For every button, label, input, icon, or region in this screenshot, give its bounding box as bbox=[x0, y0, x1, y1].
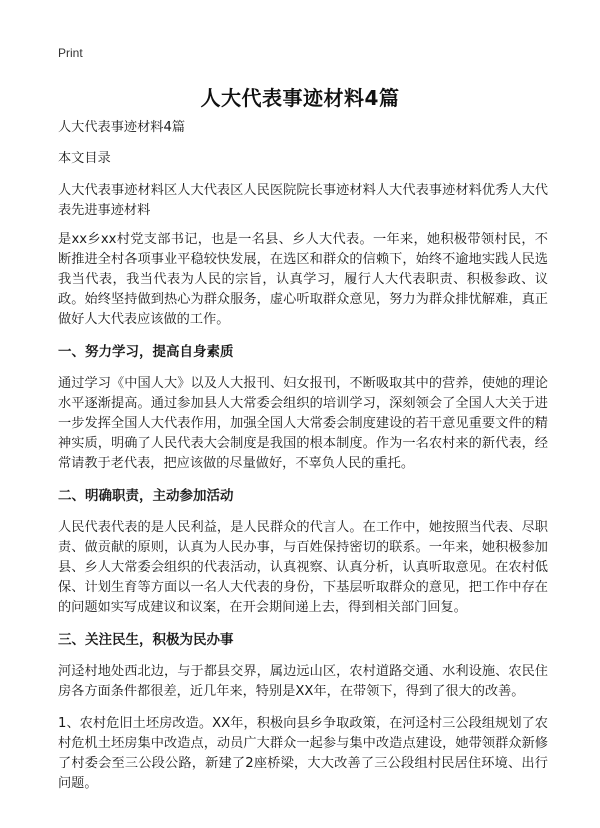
section-body-1: 通过学习《中国人大》以及人大报刊、妇女报刊，不断吸取其中的营养，使她的理论水平逐渐提高。通过参加县人大常委会组织的培训学习，深刻领会了全国人大关于进一步发挥全国人大代表作用，加强全国人大常委会制度建设的若干意见重要文件的精神实质，明确了人民代表大会制度是我国的根本制度。作为一名农村来的新代表，经常请教于老代表，把应该做的尽量做好，不辜负人民的重托。 bbox=[58, 376, 548, 471]
section-heading-1: 一、努力学习，提高自身素质 bbox=[58, 344, 234, 360]
section-heading-3: 三、关注民生，积极为民办事 bbox=[58, 632, 234, 648]
document-body bbox=[58, 118, 548, 806]
section-body-2: 人民代表代表的是人民利益，是人民群众的代言人。在工作中，她按照当代表、尽职责、做贡献的原则，认真为人民办事，与百姓保持密切的联系。一年来，她积极参加县、乡人大常委会组织的代表活动，认真视察、认真分析，认真听取意见。在农村低保、计划生育等方面以一名人大代表的身份，下基层听取群众的意见，把工作中存在的问题如实写成建议和议案，在开会期间递上去，得到相关部门回复。 bbox=[58, 520, 548, 615]
subtitle: 人大代表事迹材料4篇 bbox=[58, 120, 186, 135]
print-link[interactable]: Print bbox=[58, 46, 83, 60]
list-item-1: 1、农村危旧土坯房改造。XX年，积极向县乡争取政策，在河迳村三公段组规划了农村危机土坯房集中改造点，动员广大群众一起参与集中改造点建设，她带领群众新修了村委会至三公段公路，新建了2座桥梁，大大改善了三公段组村民居住环境、出行问题。 bbox=[58, 716, 548, 791]
intro-paragraph: 是xx乡xx村党支部书记，也是一名县、乡人大代表。一年来，她积极带领村民，不断推进全村各项事业平稳较快发展，在选区和群众的信赖下，始终不逾地实践人民选我当代表，我当代表为人民的宗旨，认真学习，履行人大代表职责、积极参政、议政。始终坚持做到热心为群众服务，虚心听取群众意见，努力为群众排忧解难，真正做好人大代表应该做的工作。 bbox=[58, 232, 548, 327]
toc-text: 人大代表事迹材料区人大代表区人民医院院长事迹材料人大代表事迹材料优秀人大代表先进事迹材料 bbox=[58, 183, 548, 218]
toc-heading: 本文目录 bbox=[58, 151, 111, 166]
page-title: 人大代表事迹材料4篇 bbox=[200, 86, 400, 110]
section-body-3: 河迳村地处西北边，与于都县交界，属边远山区，农村道路交通、水利设施、农民住房各方面条件都很差，近几年来，特别是XX年，在带领下，得到了很大的改善。 bbox=[58, 664, 548, 699]
section-heading-2: 二、明确职责，主动参加活动 bbox=[58, 488, 234, 504]
